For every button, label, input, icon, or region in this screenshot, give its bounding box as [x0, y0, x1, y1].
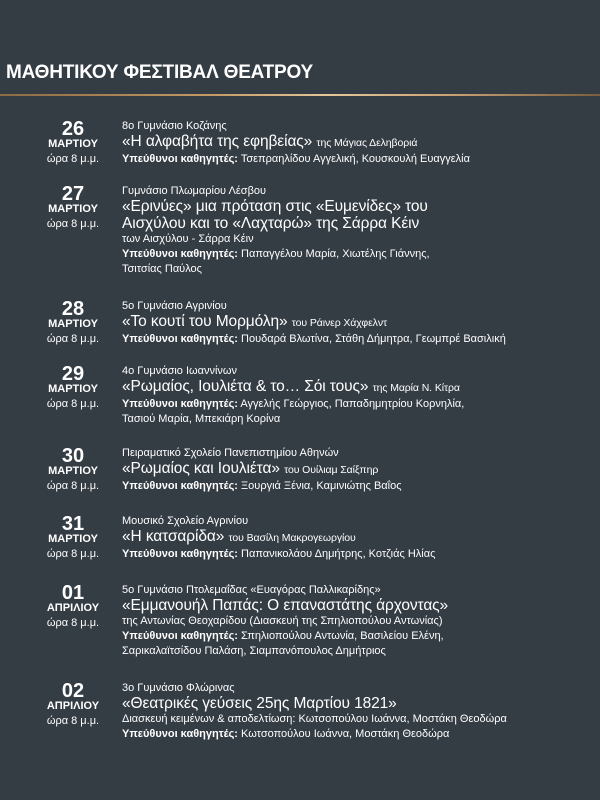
teachers-names: Κωτσοπούλου Ιωάννα, Μοστάκη Θεοδώρα [241, 728, 450, 740]
event-time: ώρα 8 μ.μ. [46, 548, 100, 560]
event-time: ώρα 8 μ.μ. [46, 398, 100, 410]
event-school: 4ο Γυμνάσιο Ιωαννίνων [122, 365, 238, 377]
event-time: ώρα 8 μ.μ. [46, 218, 100, 230]
page-title: ΜΑΘΗΤΙΚΟΥ ΦΕΣΤΙΒΑΛ ΘΕΑΤΡΟΥ [6, 62, 314, 83]
event-school: Μουσικό Σχολείο Αγρινίου [122, 515, 249, 527]
event-date [20, 120, 126, 167]
event-play [122, 313, 592, 332]
teachers-names: Παπαγγέλου Μαρία, Χιωτέλης Γιάννης, [241, 248, 430, 260]
event-info [122, 300, 592, 347]
teachers-names: Παπανικολάου Δημήτρης, Κοτζιάς Ηλίας [241, 548, 436, 560]
event-time: ώρα 8 μ.μ. [46, 617, 100, 629]
event-school: Γυμνάσιο Πλωμαρίου Λέσβου [122, 185, 267, 197]
event-play [122, 460, 592, 479]
play-note: Διασκευή κειμένων & αποδελτίωση: Κωτσοπούλου Ιωάννα, Μοστάκη Θεοδώρα [122, 713, 507, 725]
play-note: της Αντωνίας Θεοχαρίδου (Διασκευή της Σπηλιοπούλου Αντωνίας) [122, 615, 443, 627]
event-day: 26 [61, 118, 85, 140]
teachers-names-cont: Τασιού Μαρία, Μπεκιάρη Κορίνα [122, 413, 281, 425]
teachers-label: Υπεύθυνοι καθηγητές: [122, 248, 238, 260]
event-teachers [122, 479, 592, 494]
event-school: 3ο Γυμνάσιο Φλώρινας [122, 682, 235, 694]
event-school: 8ο Γυμνάσιο Κοζάνης [122, 120, 227, 132]
teachers-names: Ξουργιά Ξένια, Καμινιώτης Βαΐος [241, 480, 402, 492]
event-info [122, 120, 592, 167]
play-note: των Αισχύλου - Σάρρα Κέιν [122, 233, 254, 245]
event-day: 27 [61, 183, 85, 205]
play-title: «Θεατρικές γεύσεις 25ης Μαρτίου 1821» [122, 695, 397, 712]
event-info [122, 185, 592, 277]
event-teachers [122, 629, 592, 644]
teachers-names: Σπηλιοπούλου Αντωνία, Βασιλείου Ελένη, [241, 630, 444, 642]
event-info [122, 365, 592, 427]
event-time: ώρα 8 μ.μ. [46, 333, 100, 345]
play-title: «Εμμανουήλ Παπάς: Ο επαναστάτης άρχοντας» [122, 597, 449, 614]
event-time: ώρα 8 μ.μ. [46, 715, 100, 727]
event-time: ώρα 8 μ.μ. [46, 153, 100, 165]
event-date [20, 300, 126, 347]
play-author: της Μάγιας Δεληβοριά [316, 137, 418, 149]
teachers-names-cont: Σαρικαλαϊτσίδου Παλάση, Σιαμπανόπουλος Δημήτριος [122, 645, 386, 657]
play-title: «Ρωμαίος, Ιουλιέτα & το… Σόι τους» [122, 378, 369, 395]
event-info [122, 584, 592, 659]
teachers-names: Τσεπραηλίδου Αγγελική, Κουσκουλή Ευαγγελία [240, 153, 470, 165]
teachers-names-cont: Τσιτσίας Παύλος [122, 263, 202, 275]
event-month: ΜΑΡΤΙΟΥ [48, 465, 98, 477]
event-month: ΜΑΡΤΙΟΥ [48, 318, 98, 330]
teachers-label: Υπεύθυνοι καθηγητές: [122, 153, 238, 165]
teachers-label: Υπεύθυνοι καθηγητές: [122, 480, 238, 492]
event-day: 31 [61, 513, 85, 535]
event-date [20, 682, 126, 729]
play-title: «Το κουτί του Μορμόλη» [122, 313, 288, 330]
header-divider [0, 94, 600, 96]
play-title: Αισχύλου και το «Λαχταρώ» της Σάρρα Κέιν [122, 215, 420, 232]
event-day: 29 [61, 363, 85, 385]
play-title: «Ερινύες» μια πρόταση στις «Ευμενίδες» του [122, 198, 428, 215]
teachers-names: Πουδαρά Βλωτίνα, Στάθη Δήμητρα, Γεωμπρέ Βασιλική [241, 333, 506, 345]
teachers-label: Υπεύθυνοι καθηγητές: [122, 630, 238, 642]
event-day: 28 [61, 298, 85, 320]
event-day: 30 [61, 445, 85, 467]
event-time: ώρα 8 μ.μ. [46, 480, 100, 492]
event-month: ΜΑΡΤΙΟΥ [48, 138, 98, 150]
event-month: ΜΑΡΤΙΟΥ [48, 533, 98, 545]
event-date [20, 584, 126, 631]
event-school: 5ο Γυμνάσιο Αγρινίου [122, 300, 227, 312]
play-author: της Μαρία Ν. Κίτρα [372, 382, 460, 394]
teachers-label: Υπεύθυνοι καθηγητές: [122, 398, 238, 410]
play-title: «Η αλφαβήτα της εφηβείας» [122, 133, 313, 150]
play-author: του Ουίλιαμ Σαίξπηρ [284, 464, 379, 476]
event-school: Πειραματικό Σχολείο Πανεπιστημίου Αθηνών [122, 447, 339, 459]
event-school: 5ο Γυμνάσιο Πτολεμαΐδας «Ευαγόρας Παλλικαρίδης» [122, 584, 381, 596]
event-teachers [122, 397, 592, 412]
play-author: του Βασίλη Μακρογεωργίου [228, 532, 356, 544]
teachers-label: Υπεύθυνοι καθηγητές: [122, 548, 238, 560]
event-month: ΑΠΡΙΛΙΟΥ [46, 602, 100, 614]
event-play [122, 378, 592, 397]
play-title: «Ρωμαίος και Ιουλιέτα» [122, 460, 280, 477]
event-play [122, 528, 592, 547]
event-day: 01 [61, 582, 85, 604]
teachers-label: Υπεύθυνοι καθηγητές: [122, 333, 238, 345]
event-teachers [122, 727, 592, 742]
event-date [20, 365, 126, 412]
event-date [20, 515, 126, 562]
event-teachers [122, 547, 592, 562]
event-info [122, 682, 592, 742]
event-month: ΑΠΡΙΛΙΟΥ [46, 700, 100, 712]
event-date [20, 185, 126, 232]
teachers-label: Υπεύθυνοι καθηγητές: [122, 728, 238, 740]
event-teachers [122, 247, 592, 262]
event-play [122, 133, 592, 152]
event-date [20, 447, 126, 494]
event-info [122, 515, 592, 562]
event-teachers [122, 332, 592, 347]
event-month: ΜΑΡΤΙΟΥ [48, 383, 98, 395]
event-teachers [122, 152, 592, 167]
event-month: ΜΑΡΤΙΟΥ [48, 203, 98, 215]
teachers-names: Αγγελής Γεώργιος, Παπαδημητρίου Κορνηλία, [240, 398, 465, 410]
play-title: «Η κατσαρίδα» [122, 528, 225, 545]
event-info [122, 447, 592, 494]
play-author: του Ράινερ Χάχφελντ [291, 317, 388, 329]
event-day: 02 [61, 680, 85, 702]
